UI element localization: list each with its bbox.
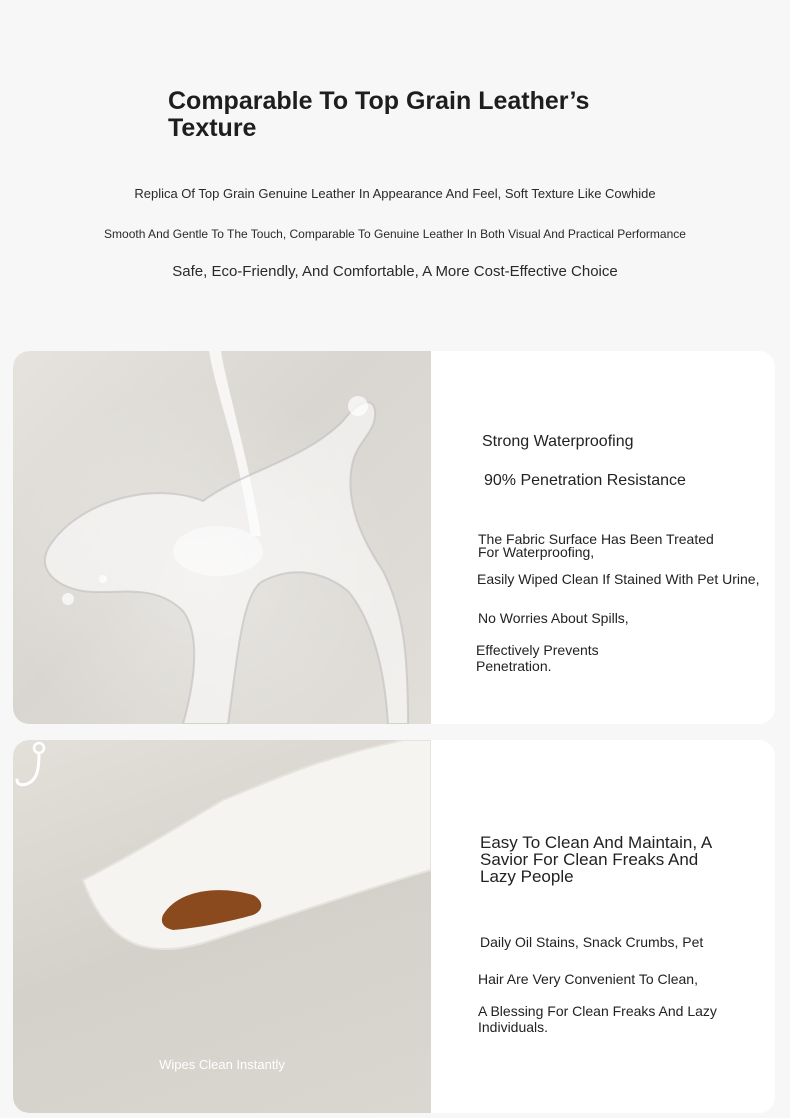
waterproof-heading: Strong Waterproofing <box>482 433 634 450</box>
water-highlight <box>173 526 263 576</box>
intro-line-2: Smooth And Gentle To The Touch, Comparable To Genuine Leather In Both Visual And Practical Performance <box>104 227 686 241</box>
intro-line-1: Replica Of Top Grain Genuine Leather In Appearance And Feel, Soft Texture Like Cowhide <box>134 186 656 201</box>
water-droplet <box>62 593 74 605</box>
waterproof-text-1: The Fabric Surface Has Been Treated For Waterproofing, <box>478 531 714 560</box>
waterproof-text-3: No Worries About Spills, <box>478 610 629 626</box>
easy-clean-text-3: A Blessing For Clean Freaks And Lazy Individuals. <box>478 1003 717 1035</box>
intro-line-3: Safe, Eco-Friendly, And Comfortable, A More Cost-Effective Choice <box>172 263 618 280</box>
water-splash-photo <box>13 351 431 724</box>
water-splash-illustration <box>13 351 431 724</box>
wipe-cloth-photo <box>13 740 431 1113</box>
water-droplet <box>99 575 107 583</box>
waterproof-text-2: Easily Wiped Clean If Stained With Pet Urine, <box>477 571 760 587</box>
waterproof-subheading: 90% Penetration Resistance <box>484 472 686 489</box>
wipe-cloth <box>83 740 431 949</box>
water-droplet <box>348 396 368 416</box>
page-title: Comparable To Top Grain Leather’s Texture <box>168 87 590 142</box>
easy-clean-card <box>13 740 775 1113</box>
easy-clean-text-2: Hair Are Very Convenient To Clean, <box>478 971 698 987</box>
wipe-caption: Wipes Clean Instantly <box>159 1057 285 1072</box>
easy-clean-heading: Easy To Clean And Maintain, A Savior For Clean Freaks And Lazy People <box>480 833 712 886</box>
waterproof-text-4: Effectively Prevents Penetration. <box>476 642 599 674</box>
hook-icon <box>13 740 49 790</box>
easy-clean-text-1: Daily Oil Stains, Snack Crumbs, Pet <box>480 934 704 950</box>
